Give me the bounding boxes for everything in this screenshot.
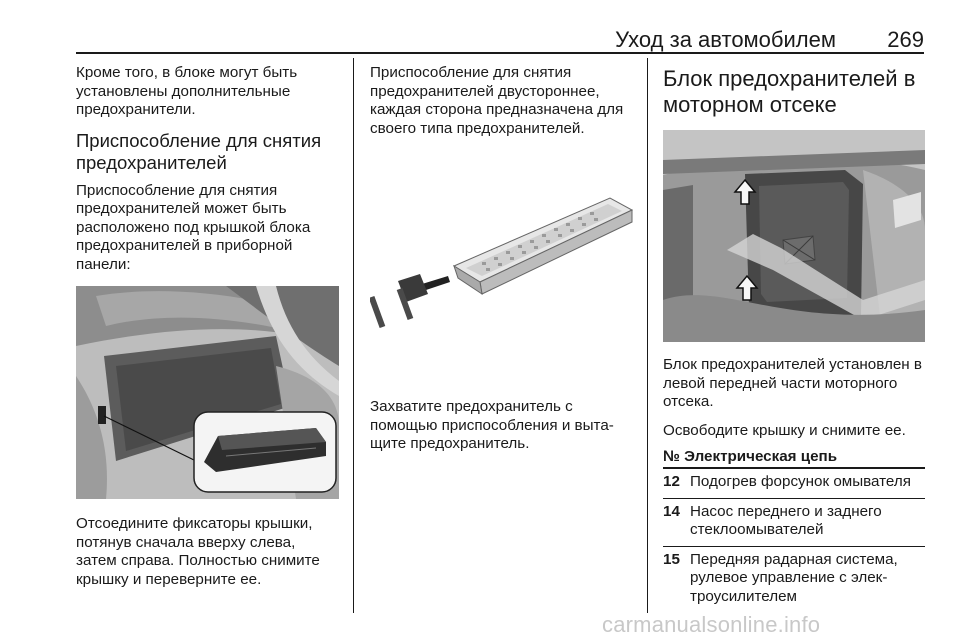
table-row (663, 469, 925, 499)
running-header (76, 22, 924, 54)
double-sided-paragraph: Приспособление для снятия предохранителей двустороннее, каждая сторона предназначена для своего типа предохранителей. (370, 64, 624, 137)
column-left (76, 64, 339, 589)
table-row (663, 547, 925, 613)
fuse-table-header: № Электрическая цепь (663, 448, 925, 469)
intro-paragraph: Кроме того, в блоке могут быть установлены дополнительные предохранители. (76, 64, 298, 118)
watermark-text: carmanualsonline.info (602, 612, 821, 637)
fuse-number: 14 (663, 502, 680, 520)
fuse-table (663, 448, 925, 612)
dashboard-fusebox-photo (76, 286, 339, 499)
fuse-number: 12 (663, 473, 680, 490)
section-heading-fuse-puller: Приспособление для снятия предохранителей (76, 129, 322, 173)
table-row (663, 499, 925, 547)
chapter-title: Уход за автомобилем (615, 27, 836, 52)
fusebox-location-paragraph: Блок предохранителей установлен в левой передней части моторного отсека. (663, 356, 922, 410)
column-divider (647, 58, 648, 613)
fuse-puller-paragraph: Приспособление для снятия предохранителей может быть расположено под крышкой блока предохранителей в приборной панели: (76, 181, 311, 273)
fuse-puller-illustration (370, 178, 633, 348)
section-heading-engine-fusebox: Блок предохранителей в моторном отсеке (663, 66, 916, 117)
column-divider (353, 58, 354, 613)
page-number: 269 (887, 27, 924, 52)
remove-cover-instruction: Освободите крышку и снимите ее. (663, 421, 906, 439)
column-right (663, 64, 925, 612)
circuit-description: Подогрев форсунок омывателя (690, 473, 911, 490)
circuit-description: Насос переднего и заднего стеклоомывателей (690, 502, 882, 538)
pull-fuse-caption: Захватите предохранитель с помощью приспособления и вытащите предохранитель. (370, 398, 614, 452)
remove-cover-caption: Отсоедините фиксаторы крышки, потянув сначала вверху слева, затем справа. Полностью снимите крышку и переверните ее. (76, 515, 320, 588)
fuse-number: 15 (663, 550, 680, 568)
column-middle (370, 64, 633, 454)
circuit-description: Передняя радарная система, рулевое управление с электроусилителем (690, 550, 898, 605)
engine-fusebox-photo (663, 130, 925, 342)
